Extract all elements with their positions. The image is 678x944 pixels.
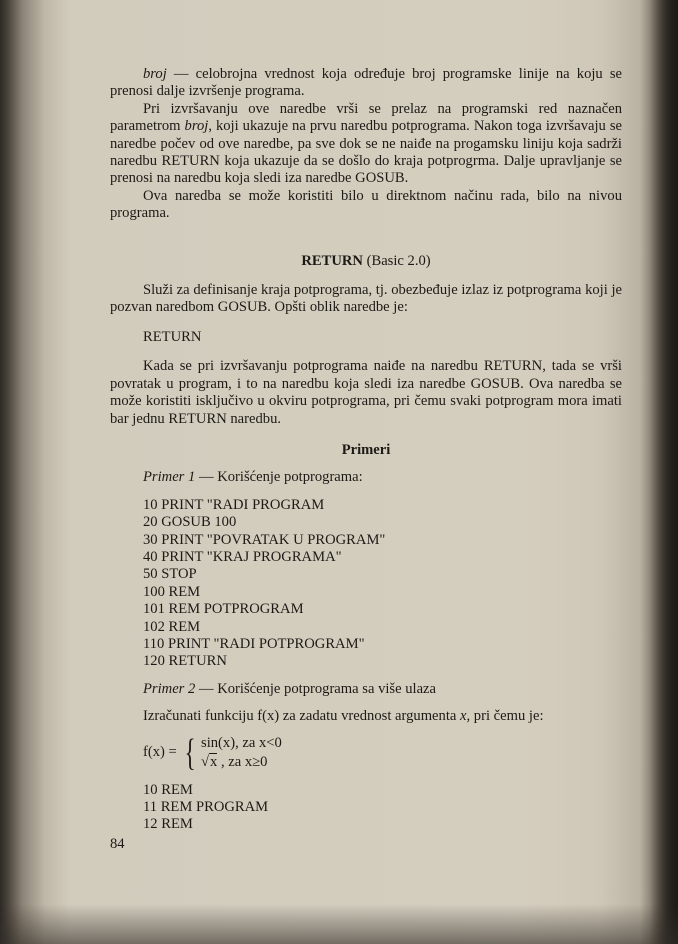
- section-title: [110, 253, 622, 270]
- paragraph-text: — celobrojna vrednost koja određuje broj programske linije na koju se prenosi dalje izvršenje programa.: [110, 66, 622, 100]
- paragraph-text: pri čemu je:: [470, 708, 544, 725]
- page-edge-shadow: [650, 0, 678, 944]
- paragraph-text: Izračunati funkciju f(x) za zadatu vrednost argumenta: [143, 708, 461, 725]
- paragraph-function-task: [110, 708, 622, 725]
- code-line: 10 REM: [143, 781, 193, 798]
- sqrt-argument: x: [210, 753, 218, 770]
- piecewise-formula: [143, 731, 622, 774]
- section-title-keyword: RETURN: [301, 252, 363, 269]
- code-line: 110 PRINT "RADI POTPROGRAM": [143, 635, 365, 652]
- code-line: 20 GOSUB 100: [143, 514, 237, 531]
- code-line: 10 PRINT "RADI PROGRAM: [143, 496, 325, 513]
- examples-heading: Primeri: [341, 441, 391, 458]
- formula-case-2: [201, 753, 282, 772]
- formula-cases: [201, 734, 282, 772]
- term-x: x,: [460, 708, 471, 725]
- code-line: 120 RETURN: [143, 653, 227, 670]
- sqrt-icon: √: [201, 753, 210, 770]
- term-broj: broj: [184, 118, 209, 135]
- paragraph-gosub-execution: [110, 101, 622, 188]
- formula-case-2-condition: , za x≥0: [217, 753, 268, 770]
- code-line: 11 REM PROGRAM: [143, 799, 269, 815]
- section-title-version: (Basic 2.0): [366, 252, 431, 269]
- bottom-shadow: [0, 904, 678, 944]
- paragraph-return-definition: Služi za definisanje kraja potprograma, tj. obezbeđuje izlaz iz potprograma koji je pozvan naredbom GOSUB. Opšti oblik naredbe je:: [110, 282, 622, 316]
- term-broj: broj: [143, 66, 167, 82]
- example2-caption: [143, 681, 622, 698]
- syntax-line: RETURN: [143, 328, 202, 345]
- code-listing-2: [143, 782, 622, 834]
- code-line: 50 STOP: [143, 566, 197, 583]
- example2-text: — Korišćenje potprograma sa više ulaza: [195, 680, 437, 697]
- paragraph-broj: [110, 66, 622, 101]
- paragraph-text: Pri izvršavanju ove naredbe vrši se prelaz na programski red naznačen parametrom: [110, 100, 622, 135]
- formula-lhs: f(x) =: [143, 743, 177, 760]
- page-content: [110, 66, 622, 840]
- code-line: 102 REM: [143, 618, 201, 635]
- example2-label: Primer 2: [143, 680, 196, 697]
- example1-label: Primer 1: [143, 469, 196, 486]
- code-line: 40 PRINT "KRAJ PROGRAMA": [143, 548, 342, 565]
- paragraph-text: , koji ukazuje na prvu naredbu potprograma. Nakon toga izvršavaju se naredbe počev od ove naredbe, pa sve dok se ne naiđe na progamsku liniju koja sadrži naredbu RETURN koja ukazuje da se došlo do kraja potprogrma. Dalje upravljanje se prenosi na naredbu koja sledi iza naredbe GOSUB.: [110, 118, 622, 187]
- paragraph-usage-mode: Ova naredba se može koristiti bilo u direktnom načinu rada, bilo na nivou programa.: [110, 187, 622, 222]
- left-brace-icon: {: [184, 731, 196, 774]
- page-number: 84: [110, 836, 125, 852]
- formula-case-1: sin(x), za x<0: [201, 734, 282, 751]
- code-listing-1: [143, 497, 622, 671]
- code-line: 12 REM: [143, 816, 193, 833]
- example1-text: — Korišćenje potprograma:: [195, 469, 363, 486]
- code-line: 100 REM: [143, 583, 201, 600]
- code-line: 101 REM POTPROGRAM: [143, 601, 304, 618]
- example1-caption: [143, 469, 622, 486]
- code-line: 30 PRINT "POVRATAK U PROGRAM": [143, 531, 386, 548]
- paragraph-return-behaviour: Kada se pri izvršavanju potprograma naiđe na naredbu RETURN, tada se vrši povratak u program, i to na naredbu koja sledi iza naredbe GOSUB. Ova naredba se može koristiti isključivo u okviru potprograma, pri čemu svaki potprogram mora imati bar jednu RETURN naredbu.: [110, 358, 622, 427]
